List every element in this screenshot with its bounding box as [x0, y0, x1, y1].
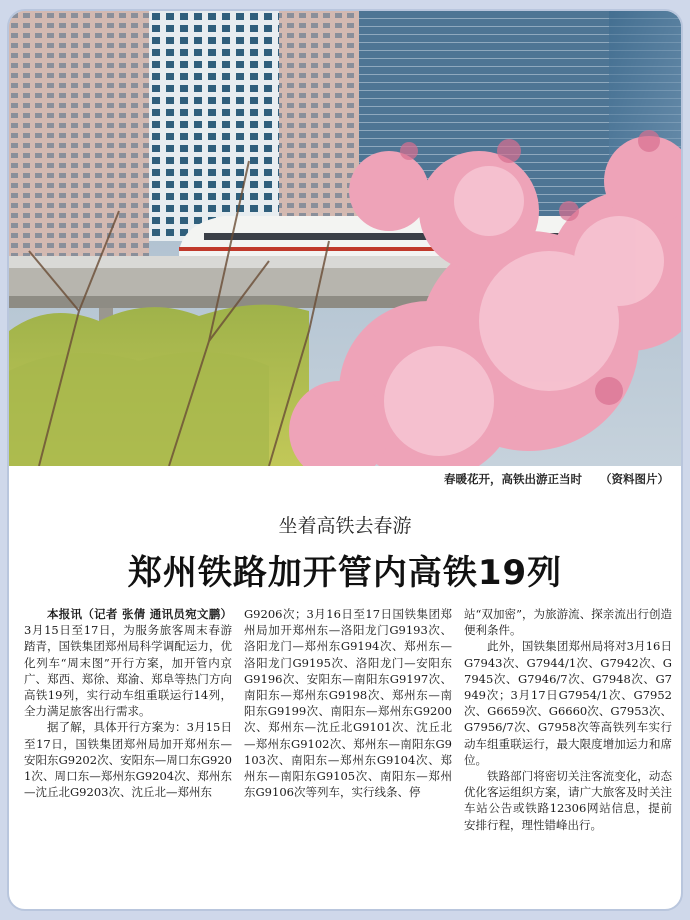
article-column-3 [464, 606, 672, 906]
paragraph-continued: 站“双加密”，为旅游流、探亲流出行创造便利条件。 [464, 607, 672, 638]
article-body [24, 606, 672, 906]
photo-caption [9, 471, 669, 487]
article-column-1 [24, 606, 232, 906]
article-subtitle: 坐着高铁去春游 [278, 515, 412, 537]
byline: 本报讯（记者 张倩 通讯员宛文鹏） [47, 607, 232, 621]
paragraph: 此外，国铁集团郑州局将对3月16日G7943次、G7944/1次、G7942次、G7945次、G7946/7次、G7948次、G7949次；3月17日G7954/1次、G7952次、G6659次、G6660次、G7953次、G7956/7次、G7958次等高铁列车实行动车组重联运行，最大限度增加运力和席位。 [464, 639, 672, 767]
paragraph: 据了解，具体开行方案为：3月15日至17日，国铁集团郑州局加开郑州东—安阳东G9202次、安阳东—周口东G9201次、周口东—郑州东G9204次、郑州东—沈丘北G9203次、沈丘北—郑州东 [24, 720, 232, 800]
article-headline: 郑州铁路加开管内高铁19列 [127, 553, 563, 593]
article-column-2 [244, 606, 452, 906]
lead-text: 3月15日至17日，为服务旅客周末春游踏青，国铁集团郑州局科学调配运力，优化列车“周末图”开行方案，加开管内京广、郑西、郑徐、郑渝、郑阜等热门方向高铁19列，实行动车组重联运行14列，全力满足旅客出行需求。 [24, 623, 232, 719]
caption-text: 春暖花开，高铁出游正当时 [444, 472, 582, 486]
paragraph-lead [24, 606, 232, 719]
paragraph-continued: G9206次；3月16日至17日国铁集团郑州局加开郑州东—洛阳龙门G9193次、洛阳龙门—郑州东G9194次、郑州东—洛阳龙门G9195次、洛阳龙门—安阳东G9196次、安阳东—南阳东G9197次、南阳东—郑州东G9198次、郑州东—南阳东G9199次、南阳东—郑州东G9200次、郑州东—沈丘北G9101次、沈丘北—郑州东G9102次、郑州东—南阳东G9103次、南阳东—郑州东G9104次、郑州东—南阳东G9105次、南阳东—郑州东G9106次等列车，实行线条、停 [244, 607, 452, 800]
paragraph: 铁路部门将密切关注客流变化，动态优化客运组织方案，请广大旅客及时关注车站公告或铁路12306网站信息，提前安排行程，理性错峰出行。 [464, 769, 672, 832]
newspaper-page [7, 9, 683, 911]
caption-source: （资料图片） [600, 472, 669, 486]
article-photo [9, 11, 681, 466]
